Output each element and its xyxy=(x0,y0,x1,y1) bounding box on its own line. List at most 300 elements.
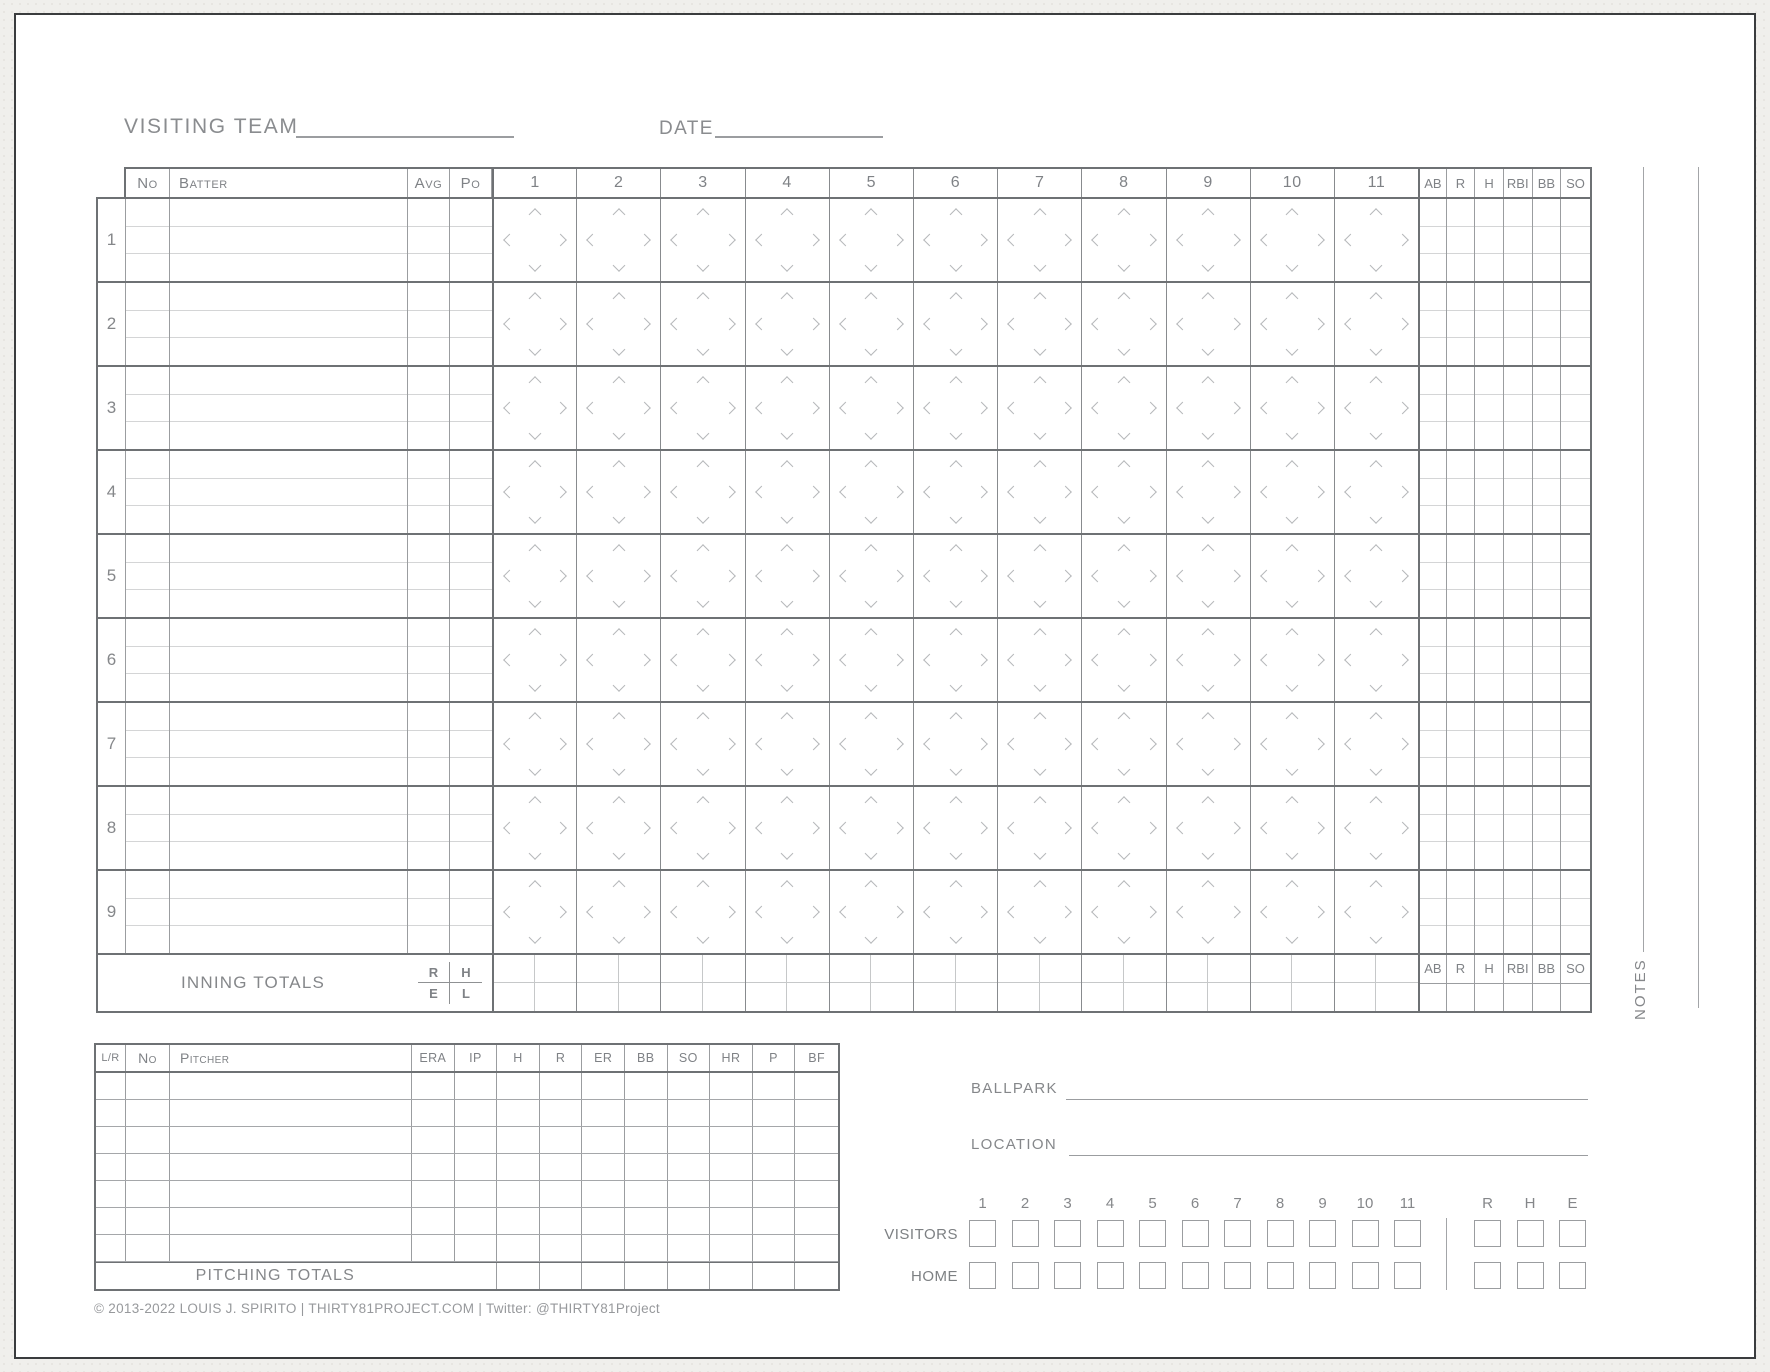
batter-stat-field[interactable] xyxy=(1533,283,1561,311)
batter-avg-field[interactable] xyxy=(408,254,449,281)
batter-stat-field[interactable] xyxy=(1561,619,1590,647)
batter-stat-field[interactable] xyxy=(1447,871,1475,899)
batter-stat-field[interactable] xyxy=(1504,479,1532,507)
batter-stat-field[interactable] xyxy=(1504,899,1532,927)
pitcher-stat-field[interactable] xyxy=(710,1127,753,1153)
pitcher-number-field[interactable] xyxy=(126,1127,170,1153)
inning-scoring-cell[interactable] xyxy=(997,787,1081,869)
inning-scoring-cell[interactable] xyxy=(492,367,576,449)
batter-stat-field[interactable] xyxy=(1504,871,1532,899)
ballpark-blank-line[interactable] xyxy=(1066,1099,1588,1100)
linescore-total-box-visitors[interactable] xyxy=(1474,1220,1501,1247)
inning-scoring-cell[interactable] xyxy=(1334,535,1418,617)
batter-stat-field[interactable] xyxy=(1447,367,1475,395)
inning-scoring-cell[interactable] xyxy=(745,703,829,785)
batter-name-field[interactable] xyxy=(170,871,407,899)
pitcher-number-field[interactable] xyxy=(126,1154,170,1180)
batter-stat-field[interactable] xyxy=(1561,926,1590,953)
inning-scoring-cell[interactable] xyxy=(997,451,1081,533)
batter-avg-field[interactable] xyxy=(408,338,449,365)
inning-scoring-cell[interactable] xyxy=(1334,787,1418,869)
batter-stat-field[interactable] xyxy=(1561,422,1590,449)
linescore-box-visitors[interactable] xyxy=(1097,1220,1124,1247)
batter-stat-field[interactable] xyxy=(1533,787,1561,815)
batter-stat-field[interactable] xyxy=(1420,199,1446,227)
batter-name-field[interactable] xyxy=(170,619,407,647)
inning-scoring-cell[interactable] xyxy=(745,871,829,953)
batter-stat-field[interactable] xyxy=(1420,479,1446,507)
batter-name-field[interactable] xyxy=(170,674,407,701)
inning-scoring-cell[interactable] xyxy=(1081,619,1165,701)
batter-stat-field[interactable] xyxy=(1447,395,1475,423)
pitching-totals-field[interactable] xyxy=(668,1263,711,1289)
inning-scoring-cell[interactable] xyxy=(997,283,1081,365)
totals-quadrant-cell[interactable] xyxy=(1335,955,1377,983)
pitcher-lr-field[interactable] xyxy=(96,1073,126,1099)
pitcher-stat-field[interactable] xyxy=(710,1208,753,1234)
inning-scoring-cell[interactable] xyxy=(1334,703,1418,785)
inning-scoring-cell[interactable] xyxy=(576,703,660,785)
batter-name-field[interactable] xyxy=(170,563,407,591)
inning-scoring-cell[interactable] xyxy=(1250,619,1334,701)
pitcher-stat-field[interactable] xyxy=(753,1127,796,1153)
pitcher-stat-field[interactable] xyxy=(412,1181,455,1207)
inning-scoring-cell[interactable] xyxy=(576,535,660,617)
batter-stat-field[interactable] xyxy=(1420,647,1446,675)
pitcher-stat-field[interactable] xyxy=(795,1154,838,1180)
batter-stat-field[interactable] xyxy=(1504,815,1532,843)
batter-stat-field[interactable] xyxy=(1420,590,1446,617)
location-blank-line[interactable] xyxy=(1069,1155,1588,1156)
totals-quadrant-cell[interactable] xyxy=(787,983,829,1011)
batter-position-field[interactable] xyxy=(450,227,492,255)
batter-stat-field[interactable] xyxy=(1533,815,1561,843)
batter-number-field[interactable] xyxy=(126,451,169,479)
batter-number-field[interactable] xyxy=(126,703,169,731)
batter-stat-field[interactable] xyxy=(1447,758,1475,785)
batter-stat-field[interactable] xyxy=(1420,311,1446,339)
pitcher-stat-field[interactable] xyxy=(412,1154,455,1180)
linescore-box-home[interactable] xyxy=(1352,1262,1379,1289)
inning-scoring-cell[interactable] xyxy=(997,535,1081,617)
batter-stat-field[interactable] xyxy=(1533,674,1561,701)
batter-avg-field[interactable] xyxy=(408,311,449,339)
batter-stat-field[interactable] xyxy=(1533,395,1561,423)
pitcher-stat-field[interactable] xyxy=(497,1235,540,1261)
inning-scoring-cell[interactable] xyxy=(1166,619,1250,701)
inning-scoring-cell[interactable] xyxy=(1250,451,1334,533)
batter-stat-field[interactable] xyxy=(1447,842,1475,869)
batter-position-field[interactable] xyxy=(450,311,492,339)
pitcher-name-field[interactable] xyxy=(170,1127,412,1153)
inning-scoring-cell[interactable] xyxy=(829,619,913,701)
batter-stat-field[interactable] xyxy=(1420,367,1446,395)
inning-scoring-cell[interactable] xyxy=(997,703,1081,785)
inning-scoring-cell[interactable] xyxy=(745,367,829,449)
batter-stat-field[interactable] xyxy=(1475,731,1503,759)
batter-avg-field[interactable] xyxy=(408,367,449,395)
batter-avg-field[interactable] xyxy=(408,926,449,953)
pitcher-stat-field[interactable] xyxy=(540,1154,583,1180)
batter-stat-field[interactable] xyxy=(1475,311,1503,339)
pitcher-stat-field[interactable] xyxy=(625,1235,668,1261)
inning-scoring-cell[interactable] xyxy=(1166,283,1250,365)
batter-stat-field[interactable] xyxy=(1475,338,1503,365)
batter-stat-field[interactable] xyxy=(1561,563,1590,591)
inning-scoring-cell[interactable] xyxy=(1250,367,1334,449)
batter-name-field[interactable] xyxy=(170,367,407,395)
linescore-total-box-visitors[interactable] xyxy=(1559,1220,1586,1247)
batter-stat-field[interactable] xyxy=(1420,703,1446,731)
pitcher-stat-field[interactable] xyxy=(668,1235,711,1261)
pitcher-stat-field[interactable] xyxy=(412,1127,455,1153)
inning-scoring-cell[interactable] xyxy=(997,199,1081,281)
inning-scoring-cell[interactable] xyxy=(829,451,913,533)
inning-scoring-cell[interactable] xyxy=(829,199,913,281)
totals-quadrant-cell[interactable] xyxy=(1167,955,1209,983)
batter-name-field[interactable] xyxy=(170,506,407,533)
inning-scoring-cell[interactable] xyxy=(829,871,913,953)
batter-stat-field[interactable] xyxy=(1447,703,1475,731)
inning-scoring-cell[interactable] xyxy=(576,367,660,449)
batter-stat-field[interactable] xyxy=(1475,787,1503,815)
batter-stat-field[interactable] xyxy=(1533,899,1561,927)
batter-avg-field[interactable] xyxy=(408,422,449,449)
batter-number-field[interactable] xyxy=(126,674,169,701)
linescore-box-home[interactable] xyxy=(969,1262,996,1289)
batter-stat-field[interactable] xyxy=(1504,619,1532,647)
batter-stat-field[interactable] xyxy=(1475,647,1503,675)
pitching-totals-field[interactable] xyxy=(625,1263,668,1289)
batter-name-field[interactable] xyxy=(170,731,407,759)
linescore-box-visitors[interactable] xyxy=(1394,1220,1421,1247)
batter-stat-field[interactable] xyxy=(1420,227,1446,255)
batter-name-field[interactable] xyxy=(170,199,407,227)
totals-quadrant-cell[interactable] xyxy=(1124,955,1166,983)
pitcher-stat-field[interactable] xyxy=(540,1235,583,1261)
pitcher-stat-field[interactable] xyxy=(625,1073,668,1099)
totals-quadrant-cell[interactable] xyxy=(703,955,745,983)
totals-quadrant-cell[interactable] xyxy=(956,955,998,983)
totals-quadrant-cell[interactable] xyxy=(830,983,872,1011)
batter-name-field[interactable] xyxy=(170,227,407,255)
pitcher-number-field[interactable] xyxy=(126,1073,170,1099)
batter-number-field[interactable] xyxy=(126,395,169,423)
batter-number-field[interactable] xyxy=(126,422,169,449)
batter-avg-field[interactable] xyxy=(408,479,449,507)
pitcher-stat-field[interactable] xyxy=(795,1208,838,1234)
batter-position-field[interactable] xyxy=(450,758,492,785)
pitcher-stat-field[interactable] xyxy=(455,1127,498,1153)
pitcher-stat-field[interactable] xyxy=(412,1208,455,1234)
batter-number-field[interactable] xyxy=(126,199,169,227)
totals-stat-field[interactable] xyxy=(1475,984,1503,1012)
inning-scoring-cell[interactable] xyxy=(492,787,576,869)
batter-stat-field[interactable] xyxy=(1447,254,1475,281)
batter-avg-field[interactable] xyxy=(408,395,449,423)
pitcher-stat-field[interactable] xyxy=(497,1073,540,1099)
inning-scoring-cell[interactable] xyxy=(492,535,576,617)
batter-stat-field[interactable] xyxy=(1533,619,1561,647)
inning-scoring-cell[interactable] xyxy=(997,871,1081,953)
totals-quadrant-cell[interactable] xyxy=(535,983,576,1011)
batter-stat-field[interactable] xyxy=(1561,311,1590,339)
inning-scoring-cell[interactable] xyxy=(1081,703,1165,785)
pitcher-stat-field[interactable] xyxy=(412,1073,455,1099)
batter-stat-field[interactable] xyxy=(1533,703,1561,731)
inning-scoring-cell[interactable] xyxy=(492,703,576,785)
batter-stat-field[interactable] xyxy=(1447,283,1475,311)
totals-quadrant-cell[interactable] xyxy=(577,983,619,1011)
batter-stat-field[interactable] xyxy=(1533,338,1561,365)
batter-number-field[interactable] xyxy=(126,899,169,927)
inning-scoring-cell[interactable] xyxy=(745,787,829,869)
batter-position-field[interactable] xyxy=(450,199,492,227)
pitcher-stat-field[interactable] xyxy=(582,1073,625,1099)
batter-stat-field[interactable] xyxy=(1475,926,1503,953)
batter-avg-field[interactable] xyxy=(408,758,449,785)
batter-number-field[interactable] xyxy=(126,926,169,953)
batter-stat-field[interactable] xyxy=(1447,422,1475,449)
batter-avg-field[interactable] xyxy=(408,451,449,479)
totals-stat-field[interactable] xyxy=(1504,984,1532,1012)
totals-quadrant-cell[interactable] xyxy=(1376,955,1418,983)
batter-stat-field[interactable] xyxy=(1420,758,1446,785)
batter-position-field[interactable] xyxy=(450,563,492,591)
batter-stat-field[interactable] xyxy=(1533,926,1561,953)
batter-position-field[interactable] xyxy=(450,815,492,843)
pitcher-stat-field[interactable] xyxy=(540,1181,583,1207)
batter-stat-field[interactable] xyxy=(1533,563,1561,591)
totals-quadrant-cell[interactable] xyxy=(1124,983,1166,1011)
batter-stat-field[interactable] xyxy=(1447,338,1475,365)
batter-name-field[interactable] xyxy=(170,703,407,731)
inning-scoring-cell[interactable] xyxy=(1250,283,1334,365)
batter-stat-field[interactable] xyxy=(1504,199,1532,227)
linescore-box-visitors[interactable] xyxy=(1139,1220,1166,1247)
inning-scoring-cell[interactable] xyxy=(492,871,576,953)
inning-scoring-cell[interactable] xyxy=(660,199,744,281)
batter-stat-field[interactable] xyxy=(1504,283,1532,311)
linescore-box-visitors[interactable] xyxy=(969,1220,996,1247)
inning-scoring-cell[interactable] xyxy=(1166,367,1250,449)
inning-scoring-cell[interactable] xyxy=(745,451,829,533)
batter-stat-field[interactable] xyxy=(1420,451,1446,479)
inning-scoring-cell[interactable] xyxy=(745,283,829,365)
inning-scoring-cell[interactable] xyxy=(1081,451,1165,533)
batter-stat-field[interactable] xyxy=(1561,674,1590,701)
totals-quadrant-cell[interactable] xyxy=(1040,955,1082,983)
pitcher-name-field[interactable] xyxy=(170,1208,412,1234)
batter-stat-field[interactable] xyxy=(1447,311,1475,339)
linescore-box-home[interactable] xyxy=(1224,1262,1251,1289)
pitcher-stat-field[interactable] xyxy=(625,1100,668,1126)
batter-avg-field[interactable] xyxy=(408,871,449,899)
batter-stat-field[interactable] xyxy=(1447,590,1475,617)
batter-number-field[interactable] xyxy=(126,647,169,675)
batter-stat-field[interactable] xyxy=(1561,703,1590,731)
totals-stat-field[interactable] xyxy=(1533,984,1561,1012)
batter-stat-field[interactable] xyxy=(1475,395,1503,423)
batter-stat-field[interactable] xyxy=(1447,506,1475,533)
inning-scoring-cell[interactable] xyxy=(576,871,660,953)
batter-position-field[interactable] xyxy=(450,254,492,281)
pitcher-stat-field[interactable] xyxy=(582,1127,625,1153)
inning-scoring-cell[interactable] xyxy=(745,619,829,701)
totals-quadrant-cell[interactable] xyxy=(830,955,872,983)
batter-stat-field[interactable] xyxy=(1504,451,1532,479)
pitcher-stat-field[interactable] xyxy=(497,1100,540,1126)
batter-stat-field[interactable] xyxy=(1420,338,1446,365)
pitcher-stat-field[interactable] xyxy=(753,1154,796,1180)
inning-scoring-cell[interactable] xyxy=(1334,199,1418,281)
batter-position-field[interactable] xyxy=(450,535,492,563)
inning-scoring-cell[interactable] xyxy=(576,619,660,701)
batter-stat-field[interactable] xyxy=(1504,367,1532,395)
batter-avg-field[interactable] xyxy=(408,842,449,869)
inning-scoring-cell[interactable] xyxy=(913,535,997,617)
batter-number-field[interactable] xyxy=(126,787,169,815)
batter-stat-field[interactable] xyxy=(1475,227,1503,255)
totals-quadrant-cell[interactable] xyxy=(1208,983,1250,1011)
batter-avg-field[interactable] xyxy=(408,731,449,759)
inning-scoring-cell[interactable] xyxy=(1081,283,1165,365)
pitching-totals-field[interactable] xyxy=(540,1263,583,1289)
batter-position-field[interactable] xyxy=(450,422,492,449)
batter-avg-field[interactable] xyxy=(408,506,449,533)
inning-scoring-cell[interactable] xyxy=(913,367,997,449)
batter-stat-field[interactable] xyxy=(1533,535,1561,563)
batter-stat-field[interactable] xyxy=(1561,199,1590,227)
inning-scoring-cell[interactable] xyxy=(1081,535,1165,617)
batter-stat-field[interactable] xyxy=(1504,506,1532,533)
totals-quadrant-cell[interactable] xyxy=(577,955,619,983)
totals-quadrant-cell[interactable] xyxy=(1208,955,1250,983)
batter-number-field[interactable] xyxy=(126,590,169,617)
batter-stat-field[interactable] xyxy=(1561,367,1590,395)
totals-stat-field[interactable] xyxy=(1420,984,1446,1012)
totals-quadrant-cell[interactable] xyxy=(1376,983,1418,1011)
batter-stat-field[interactable] xyxy=(1475,563,1503,591)
inning-scoring-cell[interactable] xyxy=(660,451,744,533)
totals-quadrant-cell[interactable] xyxy=(1082,955,1124,983)
inning-scoring-cell[interactable] xyxy=(997,367,1081,449)
batter-position-field[interactable] xyxy=(450,899,492,927)
batter-stat-field[interactable] xyxy=(1533,422,1561,449)
pitcher-stat-field[interactable] xyxy=(753,1100,796,1126)
batter-name-field[interactable] xyxy=(170,338,407,365)
batter-stat-field[interactable] xyxy=(1447,199,1475,227)
batter-name-field[interactable] xyxy=(170,899,407,927)
batter-avg-field[interactable] xyxy=(408,619,449,647)
batter-stat-field[interactable] xyxy=(1533,311,1561,339)
pitching-totals-field[interactable] xyxy=(753,1263,796,1289)
batter-stat-field[interactable] xyxy=(1533,227,1561,255)
pitcher-stat-field[interactable] xyxy=(710,1100,753,1126)
totals-quadrant-cell[interactable] xyxy=(619,983,661,1011)
totals-quadrant-cell[interactable] xyxy=(494,983,535,1011)
totals-quadrant-cell[interactable] xyxy=(914,983,956,1011)
inning-scoring-cell[interactable] xyxy=(1334,451,1418,533)
linescore-box-home[interactable] xyxy=(1267,1262,1294,1289)
batter-stat-field[interactable] xyxy=(1475,254,1503,281)
inning-scoring-cell[interactable] xyxy=(492,283,576,365)
pitcher-stat-field[interactable] xyxy=(582,1235,625,1261)
totals-quadrant-cell[interactable] xyxy=(661,955,703,983)
batter-stat-field[interactable] xyxy=(1561,227,1590,255)
batter-avg-field[interactable] xyxy=(408,283,449,311)
batter-stat-field[interactable] xyxy=(1561,283,1590,311)
batter-stat-field[interactable] xyxy=(1561,647,1590,675)
inning-scoring-cell[interactable] xyxy=(829,703,913,785)
linescore-box-visitors[interactable] xyxy=(1224,1220,1251,1247)
batter-number-field[interactable] xyxy=(126,563,169,591)
batter-stat-field[interactable] xyxy=(1504,758,1532,785)
batter-number-field[interactable] xyxy=(126,815,169,843)
pitcher-stat-field[interactable] xyxy=(455,1073,498,1099)
batter-avg-field[interactable] xyxy=(408,563,449,591)
batter-stat-field[interactable] xyxy=(1504,926,1532,953)
linescore-box-home[interactable] xyxy=(1182,1262,1209,1289)
batter-number-field[interactable] xyxy=(126,338,169,365)
pitcher-stat-field[interactable] xyxy=(795,1073,838,1099)
batter-name-field[interactable] xyxy=(170,815,407,843)
inning-scoring-cell[interactable] xyxy=(829,535,913,617)
batter-stat-field[interactable] xyxy=(1420,926,1446,953)
batter-stat-field[interactable] xyxy=(1447,227,1475,255)
batter-stat-field[interactable] xyxy=(1533,479,1561,507)
notes-rule-line[interactable] xyxy=(1698,167,1699,1008)
batter-position-field[interactable] xyxy=(450,590,492,617)
pitcher-stat-field[interactable] xyxy=(710,1235,753,1261)
pitcher-name-field[interactable] xyxy=(170,1235,412,1261)
pitcher-stat-field[interactable] xyxy=(668,1100,711,1126)
inning-scoring-cell[interactable] xyxy=(913,871,997,953)
inning-scoring-cell[interactable] xyxy=(1166,451,1250,533)
batter-stat-field[interactable] xyxy=(1447,674,1475,701)
inning-scoring-cell[interactable] xyxy=(492,199,576,281)
pitcher-stat-field[interactable] xyxy=(710,1154,753,1180)
batter-position-field[interactable] xyxy=(450,842,492,869)
batter-stat-field[interactable] xyxy=(1475,479,1503,507)
batter-stat-field[interactable] xyxy=(1420,899,1446,927)
pitcher-stat-field[interactable] xyxy=(710,1181,753,1207)
inning-scoring-cell[interactable] xyxy=(829,787,913,869)
pitcher-stat-field[interactable] xyxy=(540,1100,583,1126)
batter-stat-field[interactable] xyxy=(1533,590,1561,617)
inning-scoring-cell[interactable] xyxy=(1250,535,1334,617)
pitcher-lr-field[interactable] xyxy=(96,1208,126,1234)
date-blank-line[interactable] xyxy=(715,136,883,138)
pitching-totals-field[interactable] xyxy=(710,1263,753,1289)
batter-number-field[interactable] xyxy=(126,506,169,533)
batter-stat-field[interactable] xyxy=(1475,451,1503,479)
batter-position-field[interactable] xyxy=(450,674,492,701)
inning-scoring-cell[interactable] xyxy=(1166,703,1250,785)
batter-name-field[interactable] xyxy=(170,535,407,563)
pitcher-stat-field[interactable] xyxy=(455,1235,498,1261)
pitching-totals-field[interactable] xyxy=(582,1263,625,1289)
inning-scoring-cell[interactable] xyxy=(492,451,576,533)
batter-stat-field[interactable] xyxy=(1504,338,1532,365)
batter-position-field[interactable] xyxy=(450,731,492,759)
batter-number-field[interactable] xyxy=(126,535,169,563)
pitcher-stat-field[interactable] xyxy=(668,1208,711,1234)
batter-stat-field[interactable] xyxy=(1447,619,1475,647)
inning-scoring-cell[interactable] xyxy=(1081,871,1165,953)
batter-stat-field[interactable] xyxy=(1420,871,1446,899)
batter-position-field[interactable] xyxy=(450,871,492,899)
